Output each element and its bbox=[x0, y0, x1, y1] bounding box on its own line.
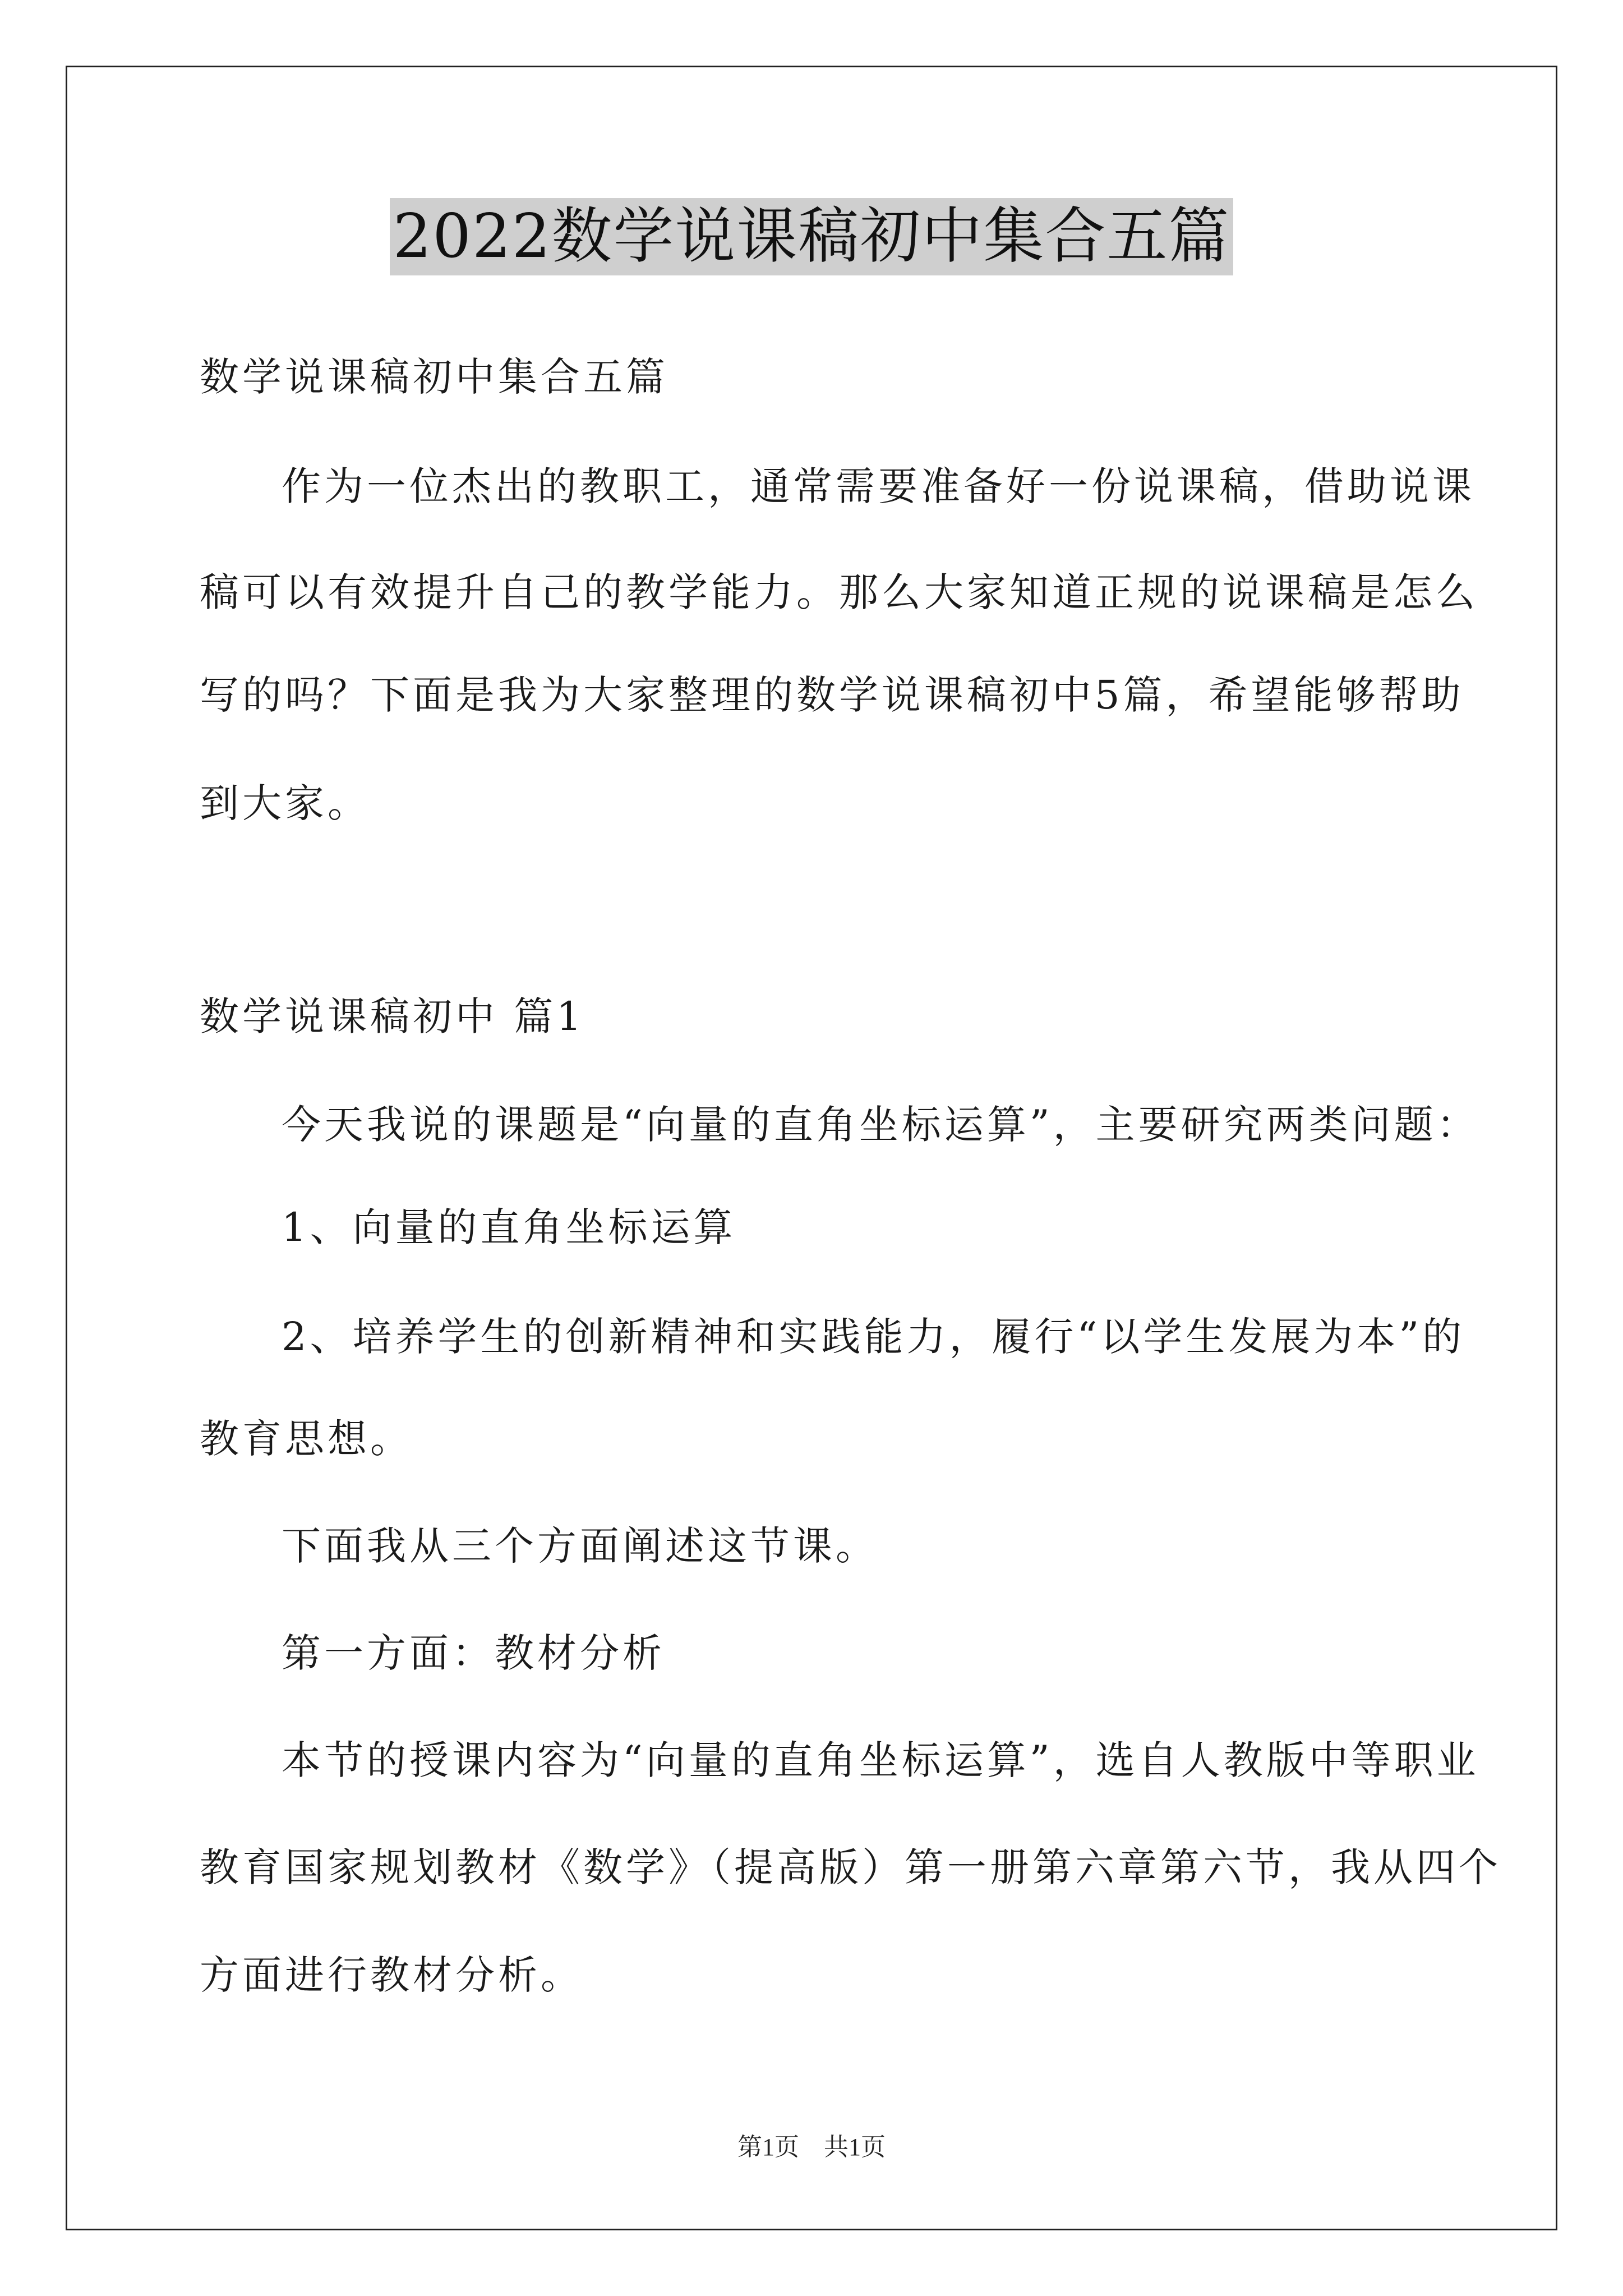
paragraph-line: 教育思想。 bbox=[200, 1416, 413, 1462]
page-footer: 第1页 共1页 bbox=[737, 2133, 886, 2161]
paragraph-line: 教育国家规划教材《数学》（提高版）第一册第六章第六节，我从四个 bbox=[200, 1844, 1501, 1890]
document-title: 2022数学说课稿初中集合五篇 bbox=[390, 198, 1234, 275]
paragraph-line: 稿可以有效提升自己的教学能力。那么大家知道正规的说课稿是怎么 bbox=[200, 569, 1478, 615]
list-item: 2、培养学生的创新精神和实践能力，履行“以学生发展为本”的 bbox=[282, 1314, 1465, 1360]
paragraph-line: 今天我说的课题是“向量的直角坐标运算”，主要研究两类问题： bbox=[282, 1102, 1479, 1148]
paragraph-line: 本节的授课内容为“向量的直角坐标运算”，选自人教版中等职业 bbox=[282, 1737, 1479, 1783]
title-container bbox=[0, 198, 1623, 275]
paragraph-line: 写的吗？下面是我为大家整理的数学说课稿初中5篇，希望能够帮助 bbox=[200, 672, 1464, 718]
paragraph-line: 方面进行教材分析。 bbox=[200, 1952, 583, 1998]
paragraph-line: 到大家。 bbox=[200, 780, 370, 826]
paragraph-line: 下面我从三个方面阐述这节课。 bbox=[282, 1523, 878, 1569]
section-heading: 数学说课稿初中 篇1 bbox=[200, 993, 585, 1039]
subtitle-line: 数学说课稿初中集合五篇 bbox=[200, 354, 668, 400]
list-item: 1、向量的直角坐标运算 bbox=[282, 1204, 736, 1250]
paragraph-line: 第一方面：教材分析 bbox=[282, 1630, 665, 1676]
paragraph-line: 作为一位杰出的教职工，通常需要准备好一份说课稿，借助说课 bbox=[282, 463, 1475, 509]
